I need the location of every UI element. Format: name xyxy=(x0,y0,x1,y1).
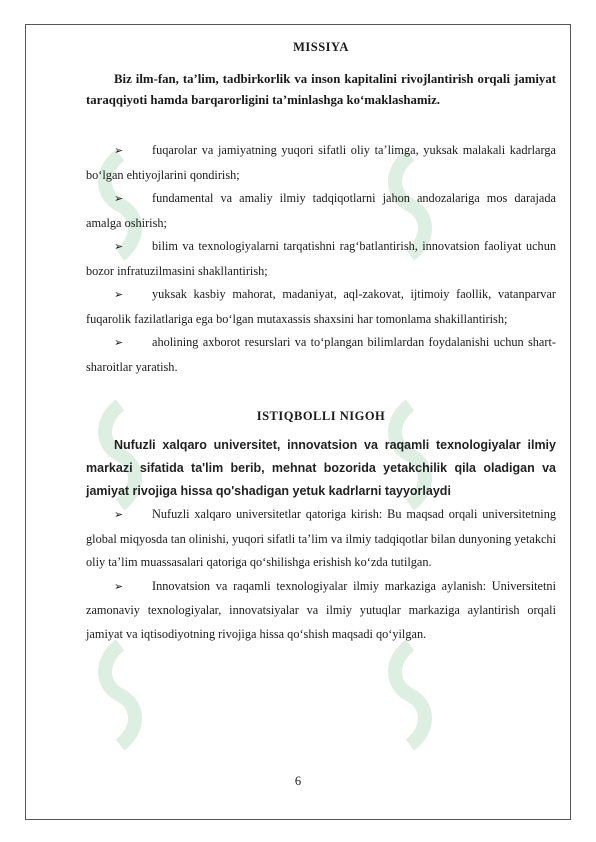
arrow-bullet-icon: ➢ xyxy=(114,289,124,301)
list-item: ➢ fundamental va amaliy ilmiy tadqiqotlarni jahon andozalariga mos darajada amalga oshirish; xyxy=(86,187,556,235)
list-item: ➢ Innovatsion va raqamli texnologiyalar ilmiy markaziga aylanish: Universitetni zamonaviy texnologiyalar, innovatsiyalar va ilmiy yutuqlar markaziga aylantirish orqali jamiyat va iqtisodiyotning rivojiga hissa qo‘shish maqsadi qo‘yilgan. xyxy=(86,575,556,647)
arrow-bullet-icon: ➢ xyxy=(114,509,124,521)
mission-heading: MISSIYA xyxy=(293,40,349,54)
arrow-bullet-icon: ➢ xyxy=(114,145,124,157)
arrow-bullet-icon: ➢ xyxy=(114,241,124,253)
arrow-bullet-icon: ➢ xyxy=(114,580,124,593)
mission-statement: Biz ilm-fan, ta’lim, tadbirkorlik va inson kapitalini rivojlantirish orqali jamiyat taraqqiyoti hamda barqarorligini ta’minlashga ko‘maklashamiz. xyxy=(86,72,556,107)
arrow-bullet-icon: ➢ xyxy=(114,193,124,205)
list-item: ➢ bilim va texnologiyalarni tarqatishni rag‘batlantirish, innovatsion faoliyat uchun bozor infratuzilmasini shakllantirish; xyxy=(86,235,556,283)
list-item: ➢ aholining axborot resurslari va to‘plangan bilimlardan foydalanishi uchun shart-sharoitlar yaratish. xyxy=(86,331,556,379)
watermark-logo-icon xyxy=(380,640,440,750)
list-item: ➢ yuksak kasbiy mahorat, madaniyat, aql-zakovat, ijtimoiy faollik, vatanparvar fuqarolik fazilatlariga ega bo‘lgan mutaxassis shaxsini har tomonlama shakillantirish; xyxy=(86,283,556,331)
watermark-logo-icon xyxy=(90,640,150,750)
list-item: ➢ Nufuzli xalqaro universitetlar qatoriga kirish: Bu maqsad orqali universitetning global miqyosda tan olinishi, yuqori sifatli ta’lim va ilmiy tadqiqotlar bilan dunyoning yetakchi oliy ta’lim muassasalari qatoriga qo‘shilishga erishish ko‘zda tutilgan. xyxy=(86,503,556,575)
list-item: ➢ fuqarolar va jamiyatning yuqori sifatli oliy ta’limga, yuksak malakali kadrlarga bo‘lgan ehtiyojlarini qondirish; xyxy=(86,139,556,187)
vision-list xyxy=(86,503,556,646)
vision-heading: ISTIQBOLLI NIGOH xyxy=(256,409,386,423)
page-number: 6 xyxy=(294,774,302,788)
arrow-bullet-icon: ➢ xyxy=(114,337,124,349)
vision-statement: Nufuzli xalqaro universitet, innovatsion va raqamli texnologiyalar ilmiy markazi sifatida ta'lim berib, mehnat bozorida yetakchilik qila oladigan va jamiyat rivojiga hissa qo'shadigan yetuk kadrlarni tayyorlaydi xyxy=(86,438,556,498)
document-body xyxy=(86,40,556,646)
mission-list xyxy=(86,139,556,379)
